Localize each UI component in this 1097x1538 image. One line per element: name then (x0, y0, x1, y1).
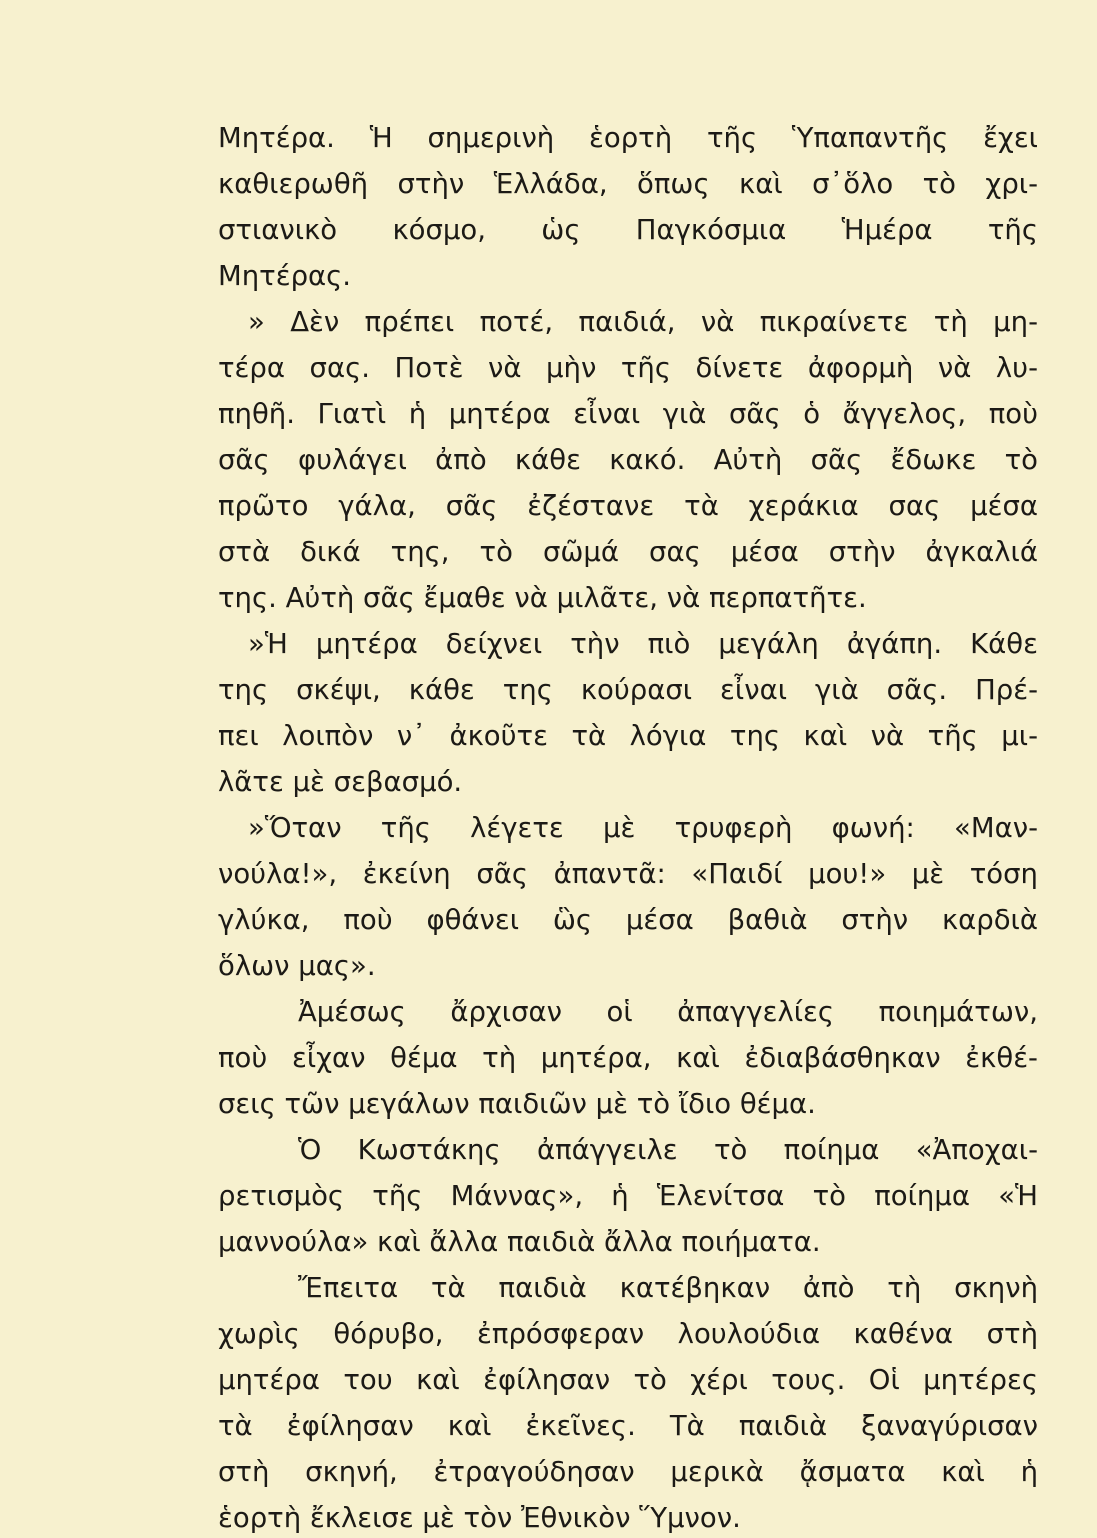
text-line: ρετισμὸς τῆς Μάννας», ἡ Ἑλενίτσα τὸ ποίημα «Ἡ (218, 1180, 1038, 1212)
text-line: λᾶτε μὲ σεβασμό. (218, 766, 463, 798)
text-line: Μητέρας. (218, 260, 352, 292)
text-line: σεις τῶν μεγάλων παιδιῶν μὲ τὸ ἴδιο θέμα. (218, 1088, 816, 1120)
text-line: σᾶς φυλάγει ἀπὸ κάθε κακό. Αὐτὴ σᾶς ἔδωκε τὸ (218, 444, 1038, 476)
text-line: γλύκα, ποὺ φθάνει ὣς μέσα βαθιὰ στὴν καρδιὰ (218, 904, 1038, 936)
text-line: της. Αὐτὴ σᾶς ἔμαθε νὰ μιλᾶτε, νὰ περπατῆτε. (218, 582, 867, 614)
text-line: Ὁ Κωστάκης ἀπάγγειλε τὸ ποίημα «Ἀποχαι- (298, 1134, 1038, 1166)
text-line: στὴ σκηνή, ἐτραγούδησαν μερικὰ ᾄσματα καὶ ἡ (218, 1456, 1038, 1488)
text-line: καθιερωθῆ στὴν Ἑλλάδα, ὅπως καὶ σ᾽ὅλο τὸ χρι- (218, 168, 1038, 200)
text-line: »Ἡ μητέρα δείχνει τὴν πιὸ μεγάλη ἀγάπη. Κάθε (248, 628, 1038, 660)
text-line: τέρα σας. Ποτὲ νὰ μὴν τῆς δίνετε ἀφορμὴ νὰ λυ- (218, 352, 1038, 384)
text-line: νούλα!», ἐκείνη σᾶς ἀπαντᾶ: «Παιδί μου!» μὲ τόση (218, 858, 1038, 890)
text-line: μαννούλα» καὶ ἄλλα παιδιὰ ἄλλα ποιήματα. (218, 1226, 821, 1258)
text-line: Μητέρα. Ἡ σημερινὴ ἑορτὴ τῆς Ὑπαπαντῆς ἔχει (218, 122, 1038, 154)
text-line: μητέρα του καὶ ἐφίλησαν τὸ χέρι τους. Οἱ μητέρες (218, 1364, 1038, 1396)
text-line: πηθῆ. Γιατὶ ἡ μητέρα εἶναι γιὰ σᾶς ὁ ἄγγελος, ποὺ (218, 398, 1038, 430)
text-line: πει λοιπὸν ν᾽ ἀκοῦτε τὰ λόγια της καὶ νὰ τῆς μι- (218, 720, 1038, 752)
text-line: ὅλων μας». (218, 950, 376, 982)
text-line: πρῶτο γάλα, σᾶς ἐζέστανε τὰ χεράκια σας μέσα (218, 490, 1038, 522)
text-line: στὰ δικά της, τὸ σῶμά σας μέσα στὴν ἀγκαλιά (218, 536, 1038, 568)
text-line: ποὺ εἶχαν θέμα τὴ μητέρα, καὶ ἐδιαβάσθηκαν ἐκθέ- (218, 1042, 1038, 1074)
text-line: τὰ ἐφίλησαν καὶ ἐκεῖνες. Τὰ παιδιὰ ξαναγύρισαν (218, 1410, 1038, 1442)
text-line: ἑορτὴ ἔκλεισε μὲ τὸν Ἐθνικὸν Ὕμνον. (218, 1502, 741, 1534)
text-line: της σκέψι, κάθε της κούρασι εἶναι γιὰ σᾶς. Πρέ- (218, 674, 1038, 706)
text-line: Ἔπειτα τὰ παιδιὰ κατέβηκαν ἀπὸ τὴ σκηνὴ (298, 1272, 1038, 1304)
text-line: »Ὅταν τῆς λέγετε μὲ τρυφερὴ φωνή: «Μαν- (248, 812, 1038, 844)
text-line: χωρὶς θόρυβο, ἐπρόσφεραν λουλούδια καθένα στὴ (218, 1318, 1038, 1350)
text-line: » Δὲν πρέπει ποτέ, παιδιά, νὰ πικραίνετε τὴ μη- (248, 306, 1038, 338)
text-line: Ἀμέσως ἄρχισαν οἱ ἀπαγγελίες ποιημάτων, (298, 996, 1038, 1028)
text-line: στιανικὸ κόσμο, ὡς Παγκόσμια Ἡμέρα τῆς (218, 214, 1038, 246)
